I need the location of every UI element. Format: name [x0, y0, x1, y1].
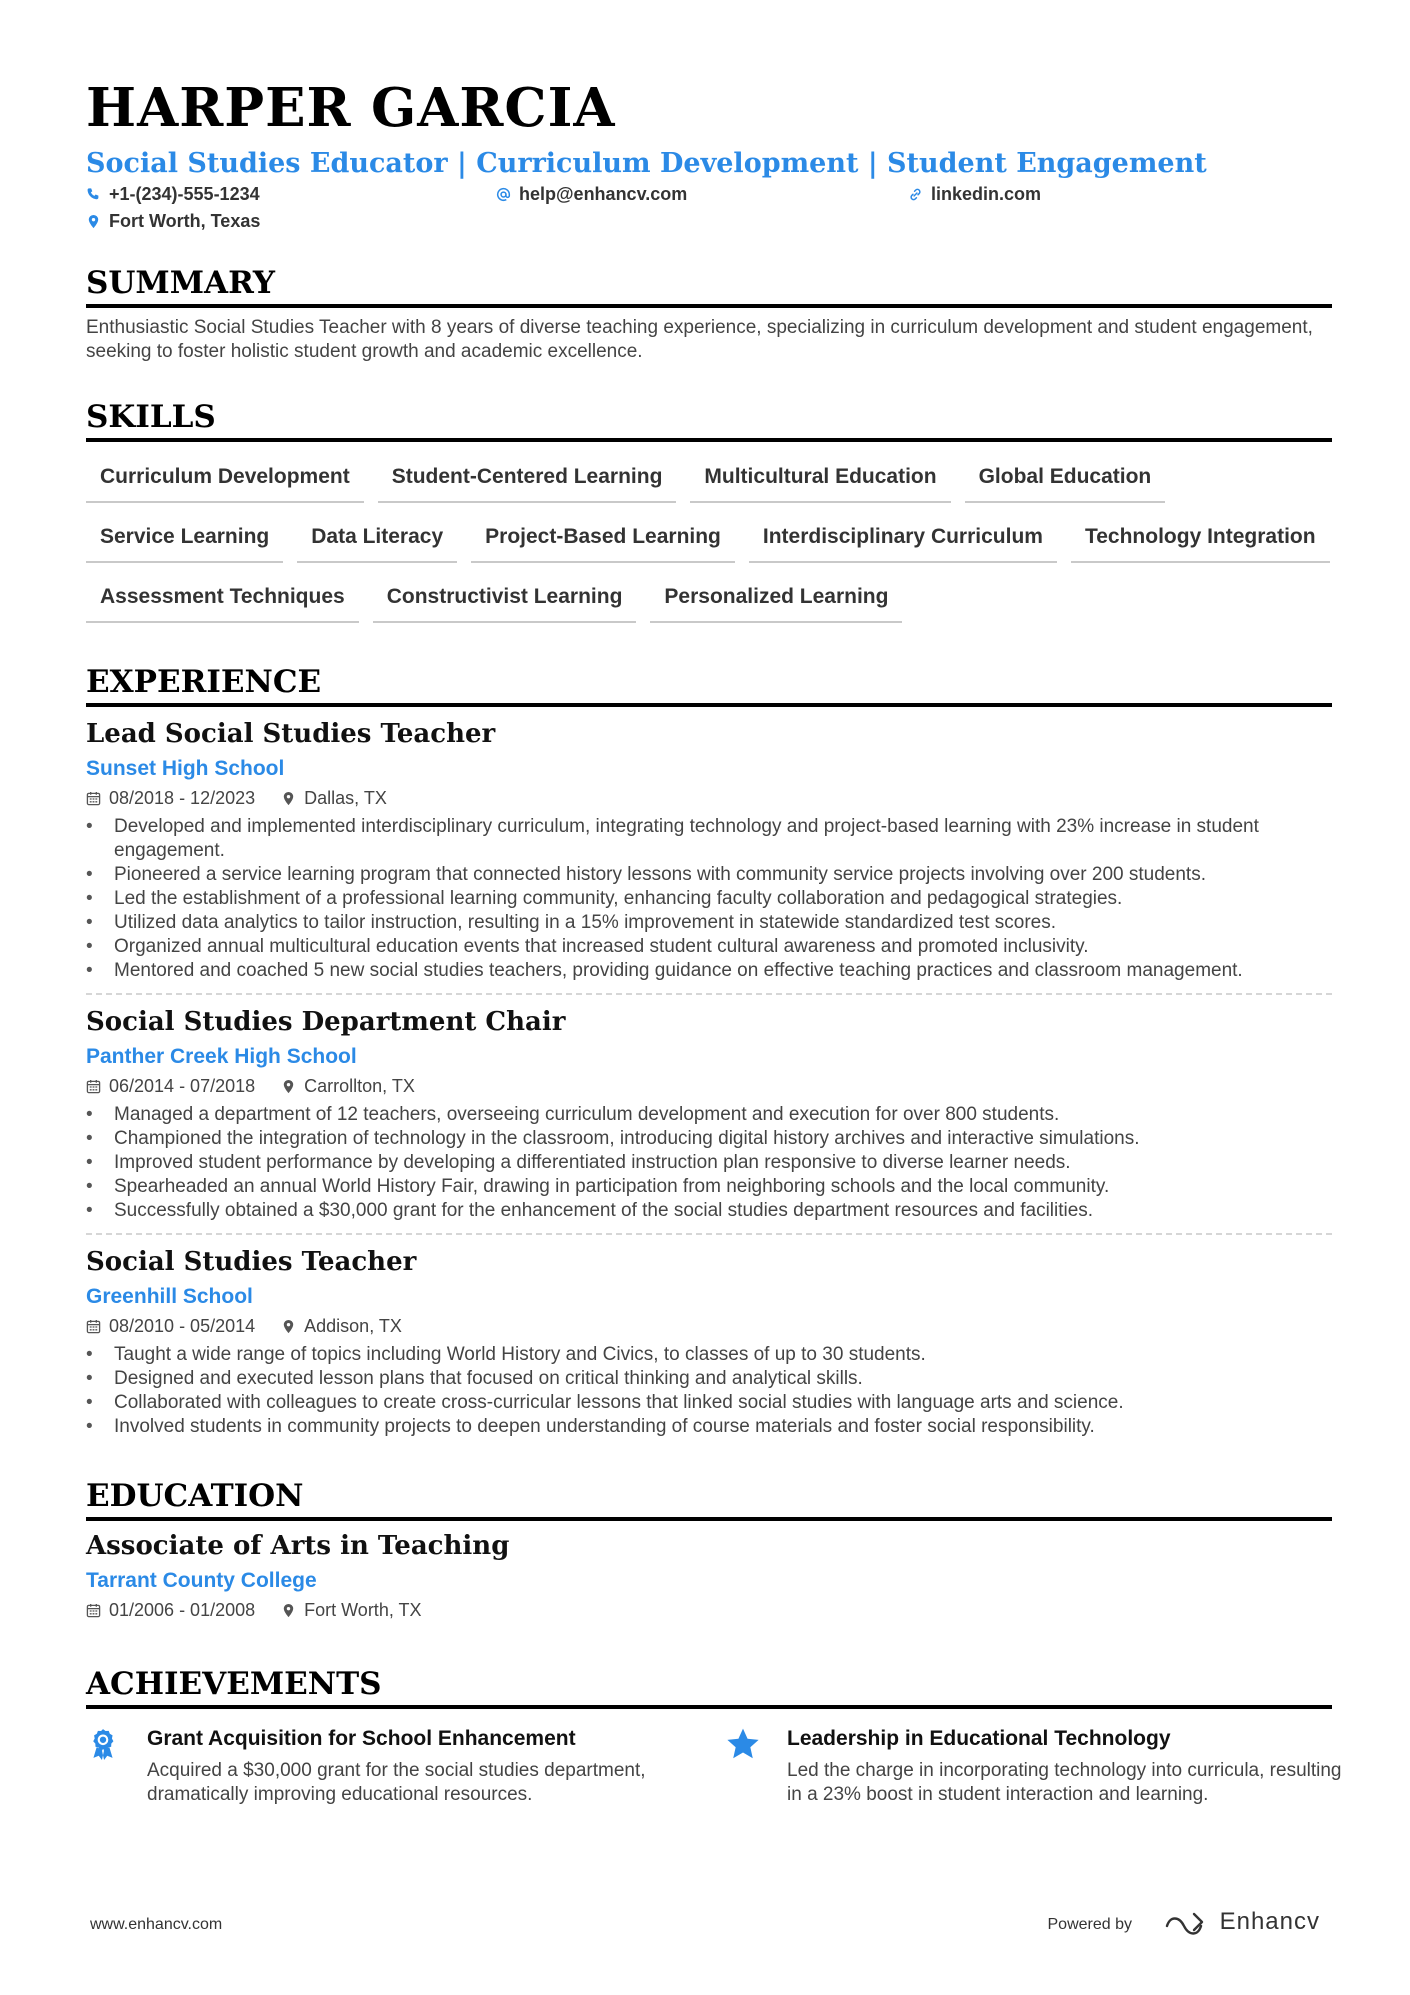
skills-heading: SKILLS [86, 396, 1332, 442]
enhancv-logo[interactable] [1164, 1908, 1320, 1936]
skill-tag: Student-Centered Learning [378, 460, 677, 503]
skill-tag: Assessment Techniques [86, 580, 359, 623]
achievement-icon-wrap [86, 1725, 126, 1807]
skill-tag: Service Learning [86, 520, 283, 563]
achievements-section [86, 1663, 1342, 1807]
skill-tag: Multicultural Education [690, 460, 950, 503]
enhancv-logo-text: Enhancv [1219, 1908, 1320, 1935]
achievements-list [86, 1725, 1342, 1807]
achievement-title: Leadership in Educational Technology [787, 1727, 1171, 1750]
job-bullets [86, 815, 1332, 983]
job-location-text: Dallas, TX [304, 788, 387, 808]
job-company: Sunset High School [86, 757, 285, 780]
job-location-text: Addison, TX [304, 1316, 402, 1336]
skill-tag: Global Education [965, 460, 1166, 503]
job-title: Social Studies Teacher [86, 1247, 417, 1277]
phone-icon [86, 187, 101, 202]
candidate-name: HARPER GARCIA [86, 77, 616, 139]
award-ribbon-icon [86, 1727, 120, 1761]
enhancv-logo-icon [1164, 1908, 1210, 1936]
achievement-desc: Acquired a $30,000 grant for the social studies department, dramatically improving educational resources. [147, 1760, 646, 1805]
location-pin-icon [281, 1319, 296, 1334]
link-icon [908, 187, 923, 202]
summary-section [86, 262, 1332, 364]
achievement-icon-wrap [726, 1725, 766, 1807]
job-location [281, 1073, 415, 1099]
education-entry [86, 1529, 1332, 1623]
job-bullet: • Developed and implemented interdisciplinary curriculum, integrating technology and project-based learning with 23% increase in student engagement. [86, 815, 1332, 863]
job-meta [86, 1073, 1332, 1099]
achievement-body [147, 1725, 707, 1807]
calendar-icon [86, 791, 101, 806]
linkedin-text: linkedin.com [931, 184, 1042, 204]
education-dates [86, 1597, 255, 1623]
job-bullet: • Mentored and coached 5 new social studies teachers, providing guidance on effective teaching practices and classroom management. [86, 959, 1332, 983]
phone-text: +1-(234)-555-1234 [109, 184, 260, 204]
experience-section [86, 661, 1332, 1439]
job-entry [86, 717, 1332, 983]
skills-section [86, 396, 1332, 623]
achievement-title: Grant Acquisition for School Enhancement [147, 1727, 576, 1750]
footer-powered-by: Powered by [1047, 1916, 1132, 1933]
star-icon [726, 1727, 760, 1761]
achievement-desc: Led the charge in incorporating technology into curricula, resulting in a 23% boost in student interaction and learning. [787, 1760, 1342, 1805]
skill-tag: Constructivist Learning [373, 580, 637, 623]
job-bullet: • Successfully obtained a $30,000 grant for the enhancement of the social studies department resources and facilities. [86, 1199, 1332, 1223]
job-meta [86, 1313, 1332, 1339]
job-company: Panther Creek High School [86, 1045, 357, 1068]
job-location-text: Carrollton, TX [304, 1076, 415, 1096]
contact-linkedin[interactable] [908, 182, 1041, 206]
job-dates-text: 08/2010 - 05/2014 [109, 1316, 256, 1336]
education-section [86, 1475, 1332, 1623]
job-entry [86, 1005, 1332, 1223]
job-title: Lead Social Studies Teacher [86, 719, 496, 749]
education-dates-text: 01/2006 - 01/2008 [109, 1600, 256, 1620]
job-divider [86, 993, 1332, 995]
job-bullet: • Spearheaded an annual World History Fair, drawing in participation from neighboring schools and the local community. [86, 1175, 1332, 1199]
calendar-icon [86, 1603, 101, 1618]
job-bullet: • Pioneered a service learning program that connected history lessons with community service projects involving over 200 students. [86, 863, 1332, 887]
footer-url[interactable]: www.enhancv.com [90, 1916, 223, 1933]
job-divider [86, 1233, 1332, 1235]
job-dates [86, 1073, 255, 1099]
job-bullet: • Utilized data analytics to tailor instruction, resulting in a 15% improvement in statewide standardized test scores. [86, 911, 1332, 935]
achievement-item [726, 1725, 1342, 1807]
job-dates [86, 1313, 255, 1339]
education-location [281, 1597, 421, 1623]
school-name: Tarrant County College [86, 1569, 317, 1592]
page-footer [90, 1908, 1320, 1948]
location-pin-icon [281, 1079, 296, 1094]
at-icon [496, 187, 511, 202]
education-heading: EDUCATION [86, 1475, 1332, 1521]
calendar-icon [86, 1079, 101, 1094]
contact-phone[interactable] [86, 182, 260, 206]
job-dates [86, 785, 255, 811]
skill-tag: Data Literacy [297, 520, 457, 563]
contact-email[interactable] [496, 182, 687, 206]
skill-tag: Curriculum Development [86, 460, 364, 503]
job-bullets [86, 1103, 1332, 1223]
job-bullet: • Organized annual multicultural education events that increased student cultural awareness and promoted inclusivity. [86, 935, 1332, 959]
location-pin-icon [281, 1603, 296, 1618]
job-bullet: • Designed and executed lesson plans that focused on critical thinking and analytical skills. [86, 1367, 1332, 1391]
skill-tag: Project-Based Learning [471, 520, 735, 563]
location-text: Fort Worth, Texas [109, 211, 261, 231]
skill-tag: Personalized Learning [650, 580, 902, 623]
job-company: Greenhill School [86, 1285, 253, 1308]
calendar-icon [86, 1319, 101, 1334]
job-bullet: • Improved student performance by developing a differentiated instruction plan responsive to diverse learner needs. [86, 1151, 1332, 1175]
job-bullet: • Involved students in community projects to deepen understanding of course materials and foster social responsibility. [86, 1415, 1332, 1439]
achievements-heading: ACHIEVEMENTS [86, 1663, 1332, 1709]
achievement-item [86, 1725, 726, 1807]
skill-tag: Technology Integration [1071, 520, 1330, 563]
job-bullet: • Collaborated with colleagues to create cross-curricular lessons that linked social studies with language arts and science. [86, 1391, 1332, 1415]
achievement-body [787, 1725, 1347, 1807]
summary-heading: SUMMARY [86, 262, 1332, 308]
job-location [281, 1313, 402, 1339]
location-pin-icon [86, 214, 101, 229]
job-bullet: • Managed a department of 12 teachers, overseeing curriculum development and execution for over 800 students. [86, 1103, 1332, 1127]
job-title: Social Studies Department Chair [86, 1007, 566, 1037]
job-meta [86, 785, 1332, 811]
skills-list [86, 460, 1332, 623]
job-bullets [86, 1343, 1332, 1439]
skill-tag: Interdisciplinary Curriculum [749, 520, 1057, 563]
experience-heading: EXPERIENCE [86, 661, 1332, 707]
email-text: help@enhancv.com [519, 184, 688, 204]
summary-text: Enthusiastic Social Studies Teacher with 8 years of diverse teaching experience, specializing in curriculum development and student engagement, seeking to foster holistic student growth and academic excellence. [86, 317, 1313, 362]
resume-content [86, 70, 1342, 1807]
job-location [281, 785, 387, 811]
job-dates-text: 06/2014 - 07/2018 [109, 1076, 256, 1096]
candidate-tagline: Social Studies Educator | Curriculum Development | Student Engagement [86, 148, 1207, 179]
location-pin-icon [281, 791, 296, 806]
education-location-text: Fort Worth, TX [304, 1600, 422, 1620]
education-meta [86, 1597, 1332, 1623]
contact-location [86, 209, 260, 233]
job-bullet: • Championed the integration of technology in the classroom, introducing digital history archives and interactive simulations. [86, 1127, 1332, 1151]
job-bullet: • Led the establishment of a professional learning community, enhancing faculty collaboration and pedagogical strategies. [86, 887, 1332, 911]
job-dates-text: 08/2018 - 12/2023 [109, 788, 256, 808]
job-entry [86, 1245, 1332, 1439]
job-bullet: • Taught a wide range of topics including World History and Civics, to classes of up to 30 students. [86, 1343, 1332, 1367]
contact-info [86, 182, 1332, 240]
degree-title: Associate of Arts in Teaching [86, 1531, 510, 1561]
